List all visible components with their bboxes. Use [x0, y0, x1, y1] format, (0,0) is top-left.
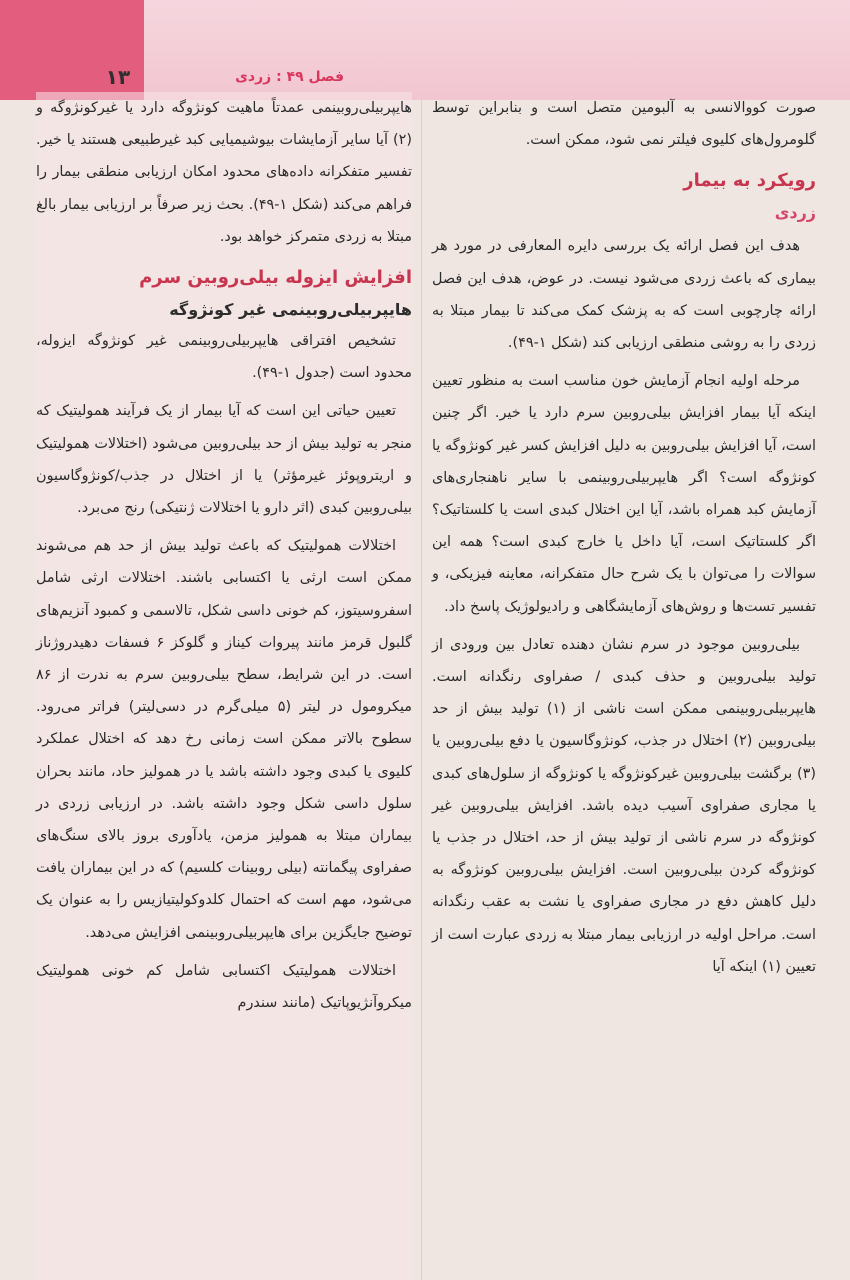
- right-paragraph-3: بیلی‌روبین موجود در سرم نشان دهنده تعادل بین ورودی از تولید بیلی‌روبین و حذف کبدی / صفراوی رنگدانه است. هایپربیلی‌روبینمی ممکن است ناشی از (۱) تولید بیش از حد بیلی‌روبین (۲) اختلال در جذب، کونژوگاسیون یا دفع بیلی‌روبین یا (۳) برگشت بیلی‌روبین غیرکونژوگه یا کونژوگه از سلول‌های کبدی یا مجاری صفراوی آسیب دیده باشد. افزایش بیلی‌روبین غیر کونژوگه در سرم ناشی از تولید بیش از حد، اختلال در جذب یا کونژوگه کردن بیلی‌روبین است. افزایش بیلی‌روبین کونژوگه به دلیل کاهش دفع در مجاری صفراوی یا نشت به عقب رنگدانه است. مراحل اولیه در ارزیابی بیمار مبتلا به زردی عبارت است از تعیین (۱) اینکه آیا: [432, 636, 817, 975]
- page-number: ۱۳: [105, 65, 131, 89]
- section-title-approach: رویکرد به بیمار: [683, 170, 816, 192]
- subsection-title-jaundice: زردی: [774, 203, 816, 223]
- column-divider: [421, 100, 422, 1280]
- right-intro-paragraph: صورت کووالانسی به آلبومین متصل است و بنابراین توسط گلومرول‌های کلیوی فیلتر نمی شود، ممکن است.: [432, 100, 816, 149]
- right-column: [432, 92, 816, 989]
- left-paragraph-3: اختلالات همولیتیک که باعث تولید بیش از حد هم می‌شوند ممکن است ارثی یا اکتسابی باشند. اختلالات ارثی شامل اسفروسیتوز، کم خونی داسی شکل، تالاسمی و کمبود آنزیم‌های گلبول قرمز مانند پیروات کیناز و گلوکز ۶ فسفات دهیدروژناز است. در این شرایط، سطح بیلی‌روبین سرم به ندرت از ۸۶ میکرومول در لیتر (۵ میلی‌گرم در دسی‌لیتر) فراتر می‌رود. سطوح بالاتر ممکن است زمانی رخ دهد که اختلال عملکرد کلیوی یا کبدی وجود داشته باشد یا در همولیز حاد، مانند بحران سلول داسی شکل وجود داشته باشد. در ارزیابی زردی در بیماران مبتلا به همولیز مزمن، یادآوری بروز بالای سنگ‌های صفراوی پیگمانته (بیلی روبینات کلسیم) که در این بیماران یافت می‌شود، مهم است که احتمال کلدوکولیتیازیس را به عنوان یک توضیح جایگزین برای هایپربیلی‌روبینمی افزایش می‌دهد.: [36, 538, 412, 941]
- subheading-unconjugated: هایپربیلی‌روبینمی غیر کونژوگه: [169, 300, 412, 320]
- left-paragraph-1: تشخیص افتراقی هایپربیلی‌روبینمی غیر کونژوگه ایزوله، محدود است (جدول ۱-۴۹).: [36, 333, 412, 382]
- left-paragraph-4: اختلالات همولیتیک اکتسابی شامل کم خونی همولیتیک میکروآنژیوپاتیک (مانند سندرم: [36, 962, 412, 1012]
- left-paragraph-2: تعیین حیاتی این است که آیا بیمار از یک فرآیند همولیتیک که منجر به تولید بیش از حد بیلی‌روبین می‌شود (اختلالات همولیتیک و اریتروپوئز غیرمؤثر) یا از اختلال در جذب/کونژوگاسیون بیلی‌روبین کبدی (اثر دارو یا اختلالات ژنتیکی) رنج می‌برد.: [36, 403, 412, 517]
- left-intro-paragraph: هایپربیلی‌روبینمی عمدتاً ماهیت کونژوگه دارد یا غیرکونژوگه و (۲) آیا سایر آزمایشات بیوشیمیایی کبد غیرطبیعی هستند یا خیر. تفسیر متفکرانه داده‌های محدود امکان ارزیابی منطقی بیمار را فراهم می‌کند (شکل ۱-۴۹). بحث زیر صرفاً بر ارزیابی بیمار بالغ مبتلا به زردی متمرکز خواهد بود.: [36, 100, 412, 245]
- right-paragraph-2: مرحله اولیه انجام آزمایش خون مناسب است به منظور تعیین اینکه آیا بیمار افزایش بیلی‌روبین سرم دارد یا خیر. اگر چنین است، آیا افزایش بیلی‌روبین به دلیل افزایش کسر غیر کونژوگه یا کونژوگه است؟ اگر هایپربیلی‌روبینمی با سایر ناهنجاری‌های آزمایش کبد همراه باشد، آیا این اختلال کبدی است یا کلستاتیک؟ اگر کلستاتیک است، آیا داخل یا خارج کبدی است؟ همه این سوالات را می‌توان با یک شرح حال متفکرانه، معاینه فیزیکی، و تفسیر تست‌ها و روش‌های آزمایشگاهی و رادیولوژیک پاسخ داد.: [432, 373, 816, 615]
- left-column: [36, 92, 412, 1025]
- section-title-isolated-bilirubin: افزایش ایزوله بیلی‌روبین سرم: [139, 267, 412, 289]
- right-paragraph-1: هدف این فصل ارائه یک بررسی دایره المعارفی در مورد هر بیماری که باعث زردی می‌شود نیست. در عوض، هدف این فصل ارائه چارچوبی است که به پزشک کمک می‌کند تا بیمار مبتلا به زردی را به روشی منطقی ارزیابی کند (شکل ۱-۴۹).: [432, 238, 816, 352]
- chapter-running-header: فصل ۴۹ : زردی: [235, 69, 344, 85]
